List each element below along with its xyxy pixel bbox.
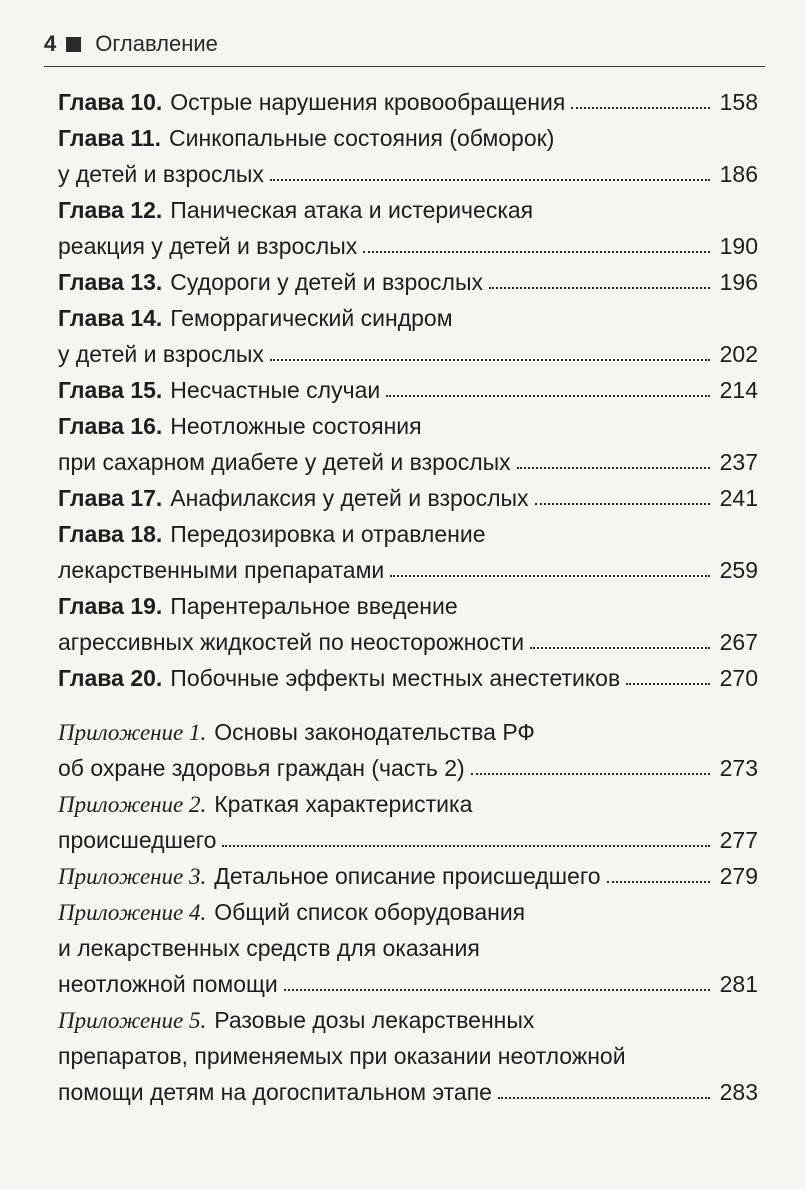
toc-page-number: 196 <box>719 269 758 295</box>
toc-entry-title: Разовые дозы лекарственных <box>214 1007 535 1033</box>
header-rule <box>44 66 765 67</box>
toc-entry-title: Синкопальные состояния (обморок) <box>169 125 555 151</box>
dot-leader <box>270 179 710 181</box>
toc-line <box>58 660 758 696</box>
toc-entry-title: Общий список оборудования <box>214 899 526 925</box>
toc-line <box>58 750 758 786</box>
toc-entry[interactable] <box>58 300 758 372</box>
toc-line <box>58 156 758 192</box>
section-title: Оглавление <box>95 31 218 56</box>
dot-leader <box>471 773 710 775</box>
toc-entry-title: Краткая характеристика <box>214 791 473 817</box>
toc-entry-label: Приложение 3. <box>58 864 207 889</box>
toc-entry[interactable] <box>58 858 758 894</box>
toc-entry-title: у детей и взрослых <box>58 161 264 187</box>
toc-line <box>58 1038 758 1074</box>
toc-line <box>58 372 758 408</box>
toc-line <box>58 192 758 228</box>
toc-page-number: 283 <box>719 1079 758 1105</box>
toc-entry-title: Парентеральное введение <box>170 593 458 619</box>
toc-line <box>58 894 758 930</box>
toc-entry-label: Глава 17. <box>58 485 163 511</box>
toc-entry-label: Глава 12. <box>58 197 163 223</box>
toc-entry-label: Глава 19. <box>58 593 163 619</box>
toc-entry-title: у детей и взрослых <box>58 341 264 367</box>
toc-page-number: 267 <box>719 629 758 655</box>
toc-entry-label: Приложение 1. <box>58 720 207 745</box>
dot-leader <box>571 107 710 109</box>
toc-page-number: 237 <box>719 449 758 475</box>
toc-entry-title: Неотложные состояния <box>170 413 422 439</box>
table-of-contents <box>58 84 758 1110</box>
toc-page-number: 214 <box>719 377 758 403</box>
toc-entry-label: Приложение 2. <box>58 792 207 817</box>
toc-entry[interactable] <box>58 894 758 1002</box>
toc-line <box>58 966 758 1002</box>
toc-entry[interactable] <box>58 714 758 786</box>
toc-entry[interactable] <box>58 480 758 516</box>
toc-page-number: 277 <box>719 827 758 853</box>
toc-line <box>58 84 758 120</box>
toc-entry-label: Глава 14. <box>58 305 163 331</box>
toc-line <box>58 714 758 750</box>
dot-leader <box>626 683 710 685</box>
dot-leader <box>607 881 710 883</box>
toc-entry-title: Острые нарушения кровообращения <box>170 89 566 115</box>
toc-page-number: 241 <box>719 485 758 511</box>
dot-leader <box>530 647 710 649</box>
toc-entry-title: Детальное описание происшедшего <box>214 863 601 889</box>
toc-line <box>58 552 758 588</box>
toc-entry-title: Несчастные случаи <box>170 377 381 403</box>
toc-entry-label: Глава 11. <box>58 125 162 151</box>
toc-entry[interactable] <box>58 660 758 696</box>
toc-entry-label: Глава 20. <box>58 665 163 691</box>
toc-entry[interactable] <box>58 264 758 300</box>
toc-entry-title: Передозировка и отравление <box>170 521 486 547</box>
dot-leader <box>222 845 710 847</box>
toc-entry-title: Анафилаксия у детей и взрослых <box>170 485 529 511</box>
toc-entry-title: Судороги у детей и взрослых <box>170 269 483 295</box>
dot-leader <box>498 1097 710 1099</box>
toc-line <box>58 624 758 660</box>
toc-page-number: 279 <box>719 863 758 889</box>
toc-entry[interactable] <box>58 1002 758 1110</box>
toc-page-number: 190 <box>719 233 758 259</box>
running-head <box>44 22 765 66</box>
toc-entry-title: неотложной помощи <box>58 971 278 997</box>
toc-entry-label: Глава 18. <box>58 521 163 547</box>
toc-page-number: 270 <box>719 665 758 691</box>
toc-entry-label: Приложение 4. <box>58 900 207 925</box>
toc-page-number: 273 <box>719 755 758 781</box>
toc-entry-label: Глава 15. <box>58 377 163 403</box>
toc-page-number: 259 <box>719 557 758 583</box>
toc-entry-label: Приложение 5. <box>58 1008 207 1033</box>
toc-entry[interactable] <box>58 786 758 858</box>
toc-line <box>58 480 758 516</box>
toc-line <box>58 588 758 624</box>
toc-line <box>58 264 758 300</box>
toc-entry-title: реакция у детей и взрослых <box>58 233 358 259</box>
toc-line <box>58 408 758 444</box>
toc-entry[interactable] <box>58 84 758 120</box>
toc-line <box>58 822 758 858</box>
toc-entry-title: Основы законодательства РФ <box>214 719 535 745</box>
dot-leader <box>390 575 710 577</box>
page-number: 4 <box>44 31 57 56</box>
toc-entry-title: при сахарном диабете у детей и взрослых <box>58 449 511 475</box>
dot-leader <box>270 359 710 361</box>
toc-entry-title: препаратов, применяемых при оказании неотложной <box>58 1043 626 1069</box>
toc-entry-label: Глава 13. <box>58 269 163 295</box>
dot-leader <box>489 287 710 289</box>
toc-line <box>58 300 758 336</box>
toc-entry-title: лекарственными препаратами <box>58 557 385 583</box>
toc-entry-title: Геморрагический синдром <box>170 305 453 331</box>
dot-leader <box>535 503 710 505</box>
toc-page-number: 281 <box>719 971 758 997</box>
toc-entry-title: помощи детям на догоспитальном этапе <box>58 1079 492 1105</box>
toc-entry-title: об охране здоровья граждан (часть 2) <box>58 755 465 781</box>
square-bullet-icon <box>66 37 81 52</box>
toc-page-number: 186 <box>719 161 758 187</box>
dot-leader <box>284 989 710 991</box>
toc-entry[interactable] <box>58 192 758 264</box>
toc-entry[interactable] <box>58 372 758 408</box>
toc-entry-label: Глава 10. <box>58 89 163 115</box>
toc-line <box>58 1002 758 1038</box>
dot-leader <box>386 395 710 397</box>
toc-page-number: 202 <box>719 341 758 367</box>
toc-line <box>58 228 758 264</box>
toc-line <box>58 444 758 480</box>
toc-entry[interactable] <box>58 516 758 588</box>
toc-page-number: 158 <box>719 89 758 115</box>
dot-leader <box>517 467 710 469</box>
toc-entry-title: и лекарственных средств для оказания <box>58 935 480 961</box>
toc-line <box>58 786 758 822</box>
toc-line <box>58 930 758 966</box>
toc-line <box>58 336 758 372</box>
toc-entry[interactable] <box>58 588 758 660</box>
toc-line <box>58 858 758 894</box>
dot-leader <box>363 251 710 253</box>
toc-line <box>58 120 758 156</box>
toc-entry[interactable] <box>58 120 758 192</box>
toc-entry[interactable] <box>58 408 758 480</box>
toc-line <box>58 516 758 552</box>
toc-entry-title: Побочные эффекты местных анестетиков <box>170 665 621 691</box>
toc-entry-title: Паническая атака и истерическая <box>170 197 534 223</box>
toc-line <box>58 1074 758 1110</box>
toc-entry-title: агрессивных жидкостей по неосторожности <box>58 629 525 655</box>
toc-entry-title: происшедшего <box>58 827 217 853</box>
toc-entry-label: Глава 16. <box>58 413 163 439</box>
